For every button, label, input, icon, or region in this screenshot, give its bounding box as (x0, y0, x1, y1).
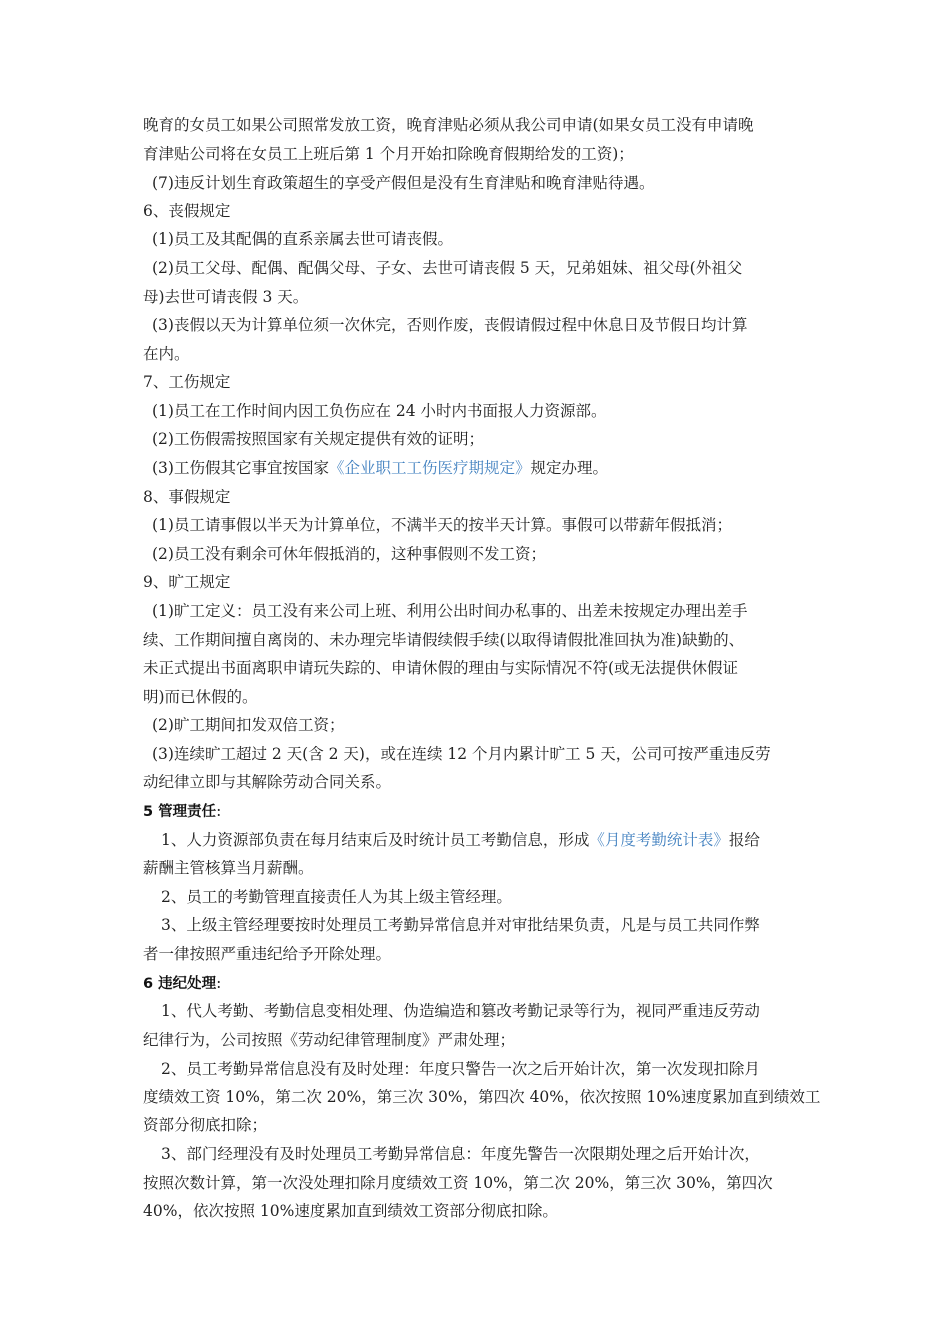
text-segment: : (216, 974, 222, 992)
text-line: 明)而已休假的。 (143, 688, 258, 706)
text-line: 6、丧假规定 (143, 202, 231, 220)
text-line: 9、旷工规定 (143, 573, 231, 591)
text-line: 者一律按照严重违纪给予开除处理。 (143, 945, 392, 963)
text-line: (1)旷工定义：员工没有来公司上班、利用公出时间办私事的、出差未按规定办理出差手 (152, 602, 748, 620)
text-line: 2、员工考勤异常信息没有及时处理：年度只警告一次之后开始计次，第一次发现扣除月 (161, 1060, 760, 1078)
text-line: (1)员工请事假以半天为计算单位，不满半天的按半天计算。事假可以带薪年假抵消； (152, 516, 732, 534)
document-reference-link[interactable]: 《企业职工工伤医疗期规定》 (328, 459, 531, 477)
text-line: 资部分彻底扣除； (143, 1116, 268, 1134)
text-line: (2)旷工期间扣发双倍工资； (152, 716, 345, 734)
document-reference-link[interactable]: 《月度考勤统计表》 (589, 831, 729, 849)
text-segment: : (216, 802, 222, 820)
text-line: 育津贴公司将在女员工上班后第 1 个月开始扣除晚育假期给发的工资)； (143, 145, 634, 163)
text-line: (3)丧假以天为计算单位须一次休完，否则作废，丧假请假过程中休息日及节假日均计算 (152, 316, 748, 334)
text-segment: 规定办理。 (530, 459, 608, 477)
text-line: 续、工作期间擅自离岗的、未办理完毕请假续假手续(以取得请假批准回执为准)缺勤的、 (143, 631, 745, 649)
text-line: (2)员工没有剩余可休年假抵消的，这种事假则不发工资； (152, 545, 546, 563)
section-heading: 5 管理责任 (143, 804, 217, 820)
text-line: 未正式提出书面离职申请玩失踪的、申请休假的理由与实际情况不符(或无法提供休假证 (143, 659, 739, 677)
text-line (161, 829, 760, 851)
text-line (143, 800, 221, 822)
text-line: (2)工伤假需按照国家有关规定提供有效的证明； (152, 430, 484, 448)
text-segment: 1、人力资源部负责在每月结束后及时统计员工考勤信息，形成 (161, 831, 590, 849)
text-line: (3)连续旷工超过 2 天(含 2 天)，或在连续 12 个月内累计旷工 5 天，公司可按严重违反劳 (152, 745, 771, 763)
text-line (152, 457, 608, 479)
text-line: 1、代人考勤、考勤信息变相处理、伪造编造和篡改考勤记录等行为，视同严重违反劳动 (161, 1002, 760, 1020)
text-line: (7)违反计划生育政策超生的享受产假但是没有生育津贴和晚育津贴待遇。 (152, 174, 655, 192)
text-line: (1)员工及其配偶的直系亲属去世可请丧假。 (152, 230, 453, 248)
text-line: 动纪律立即与其解除劳动合同关系。 (143, 773, 392, 791)
text-line: (2)员工父母、配偶、配偶父母、子女、去世可请丧假 5 天，兄弟姐妹、祖父母(外祖父 (152, 259, 743, 277)
text-line: 母)去世可请丧假 3 天。 (143, 288, 309, 306)
text-line: 在内。 (143, 345, 190, 363)
text-line: 2、员工的考勤管理直接责任人为其上级主管经理。 (161, 888, 512, 906)
text-line: 度绩效工资 10%，第二次 20%，第三次 30%，第四次 40%，依次按照 10%速度累加直到绩效工 (143, 1088, 821, 1106)
text-line: 40%，依次按照 10%速度累加直到绩效工资部分彻底扣除。 (143, 1202, 558, 1220)
text-line: 按照次数计算，第一次没处理扣除月度绩效工资 10%，第二次 20%，第三次 30%，第四次 (143, 1174, 773, 1192)
text-line: 纪律行为，公司按照《劳动纪律管理制度》严肃处理； (143, 1031, 516, 1049)
text-line (143, 972, 221, 994)
text-segment: (3)工伤假其它事宜按国家 (152, 459, 329, 477)
text-line: 3、部门经理没有及时处理员工考勤异常信息：年度先警告一次限期处理之后开始计次， (161, 1145, 760, 1163)
text-line: 7、工伤规定 (143, 373, 231, 391)
text-line: (1)员工在工作时间内因工负伤应在 24 小时内书面报人力资源部。 (152, 402, 607, 420)
section-heading: 6 违纪处理 (143, 976, 217, 992)
text-line: 3、上级主管经理要按时处理员工考勤异常信息并对审批结果负责，凡是与员工共同作弊 (161, 916, 760, 934)
text-line: 8、事假规定 (143, 488, 231, 506)
text-segment: 报给 (728, 831, 760, 849)
text-line: 薪酬主管核算当月薪酬。 (143, 859, 314, 877)
text-line: 晚育的女员工如果公司照常发放工资，晚育津贴必须从我公司申请(如果女员工没有申请晚 (143, 116, 754, 134)
